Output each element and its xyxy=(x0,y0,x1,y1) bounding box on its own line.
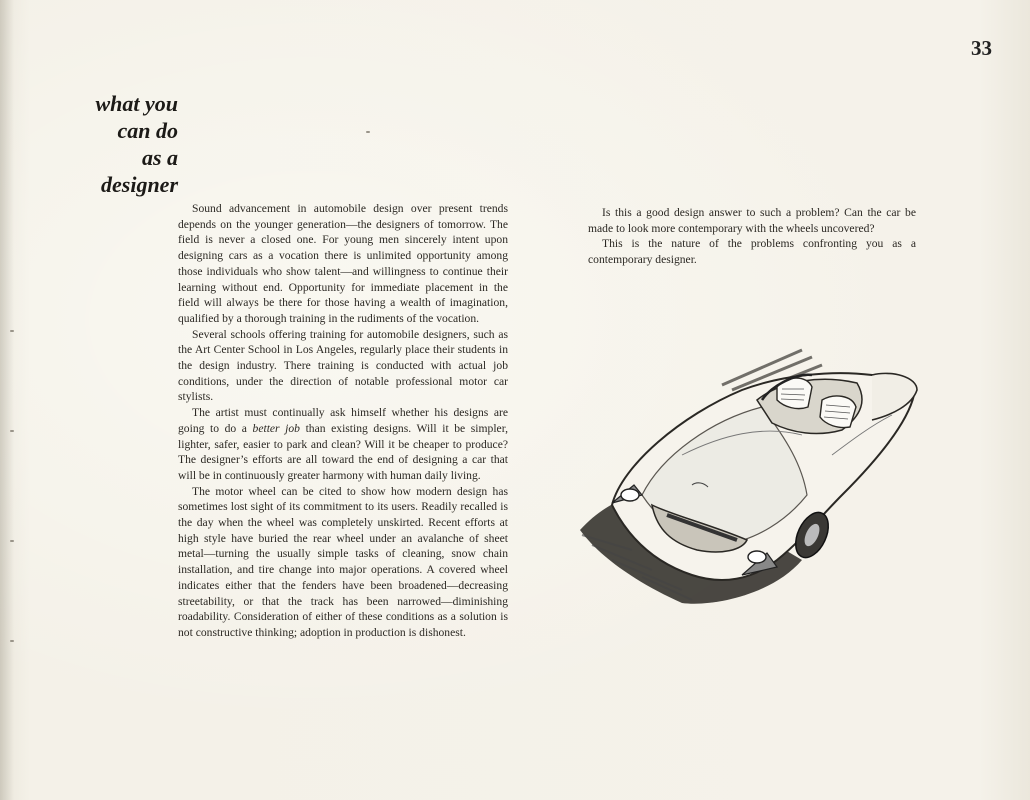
paper-mark xyxy=(10,430,14,432)
paper-mark xyxy=(10,330,14,332)
section-heading xyxy=(95,90,178,198)
paper-mark xyxy=(10,640,14,642)
paragraph: This is the nature of the problems confronting you as a contemporary designer. xyxy=(588,237,916,267)
paragraph-text: than existing designs. Will it be simpler, lighter, safer, easier to park and clean? Will it be cheaper to produce? The designer’s efforts are all toward the end of designing a car that will be in continuously greater harmony with human daily living. xyxy=(178,421,508,482)
paragraph xyxy=(178,405,508,484)
car-headlight xyxy=(621,489,639,501)
left-text-column xyxy=(178,201,508,641)
page-number: 33 xyxy=(971,36,992,60)
paragraph: Sound advancement in automobile design over present trends depends on the younger generation—the designers of tomorrow. The field is never a closed one. For young men sincerely intent upon designing cars as a vocation there is unlimited opportunity among those individuals who show talent—and willingness to continue their learning without end. Opportunity for immediate placement in the field will always be there for those having a wealth of imagination, qualified by a thorough training in the rudiments of the vocation. xyxy=(178,202,508,325)
car-headlight xyxy=(748,551,766,563)
page-binding-shadow xyxy=(0,0,14,800)
heading-line: designer xyxy=(101,172,178,197)
heading-line: what you xyxy=(95,91,178,116)
paper-mark xyxy=(366,131,370,133)
paragraph: Several schools offering training for automobile designers, such as the Art Center School in Los Angeles, regularly place their students in the design industry. There training is conducted with actual job conditions, under the direction of notable professional motor car stylists. xyxy=(178,327,508,404)
heading-line: can do xyxy=(117,118,178,143)
right-text-column xyxy=(588,205,916,268)
paragraph: Is this a good design answer to such a problem? Can the car be made to look more contemporary with the wheels uncovered? xyxy=(588,206,916,235)
heading-line: as a xyxy=(141,145,178,170)
paragraph-text: The artist must continually ask himself whether his designs are going to do a xyxy=(178,406,508,435)
paper-mark xyxy=(10,540,14,542)
sports-car-sketch xyxy=(572,345,922,610)
emphasis-text: better job xyxy=(252,421,300,435)
paragraph: The motor wheel can be cited to show how modern design has sometimes lost sight of its commitment to its users. Readily recalled is the day when the wheel was completely unskirted. Recent efforts at high style have buried the rear wheel under an avalanche of sheet metal—turning the usually simple tasks of cleaning, snow chain installation, and tire change into major operations. A covered wheel indicates either that the fenders have been broadened—decreasing streetability, or that the track has been narrowed—diminishing roadability. Consideration of either of these conditions as a solution is not constructive thinking; adoption in production is dishonest. xyxy=(178,484,508,639)
